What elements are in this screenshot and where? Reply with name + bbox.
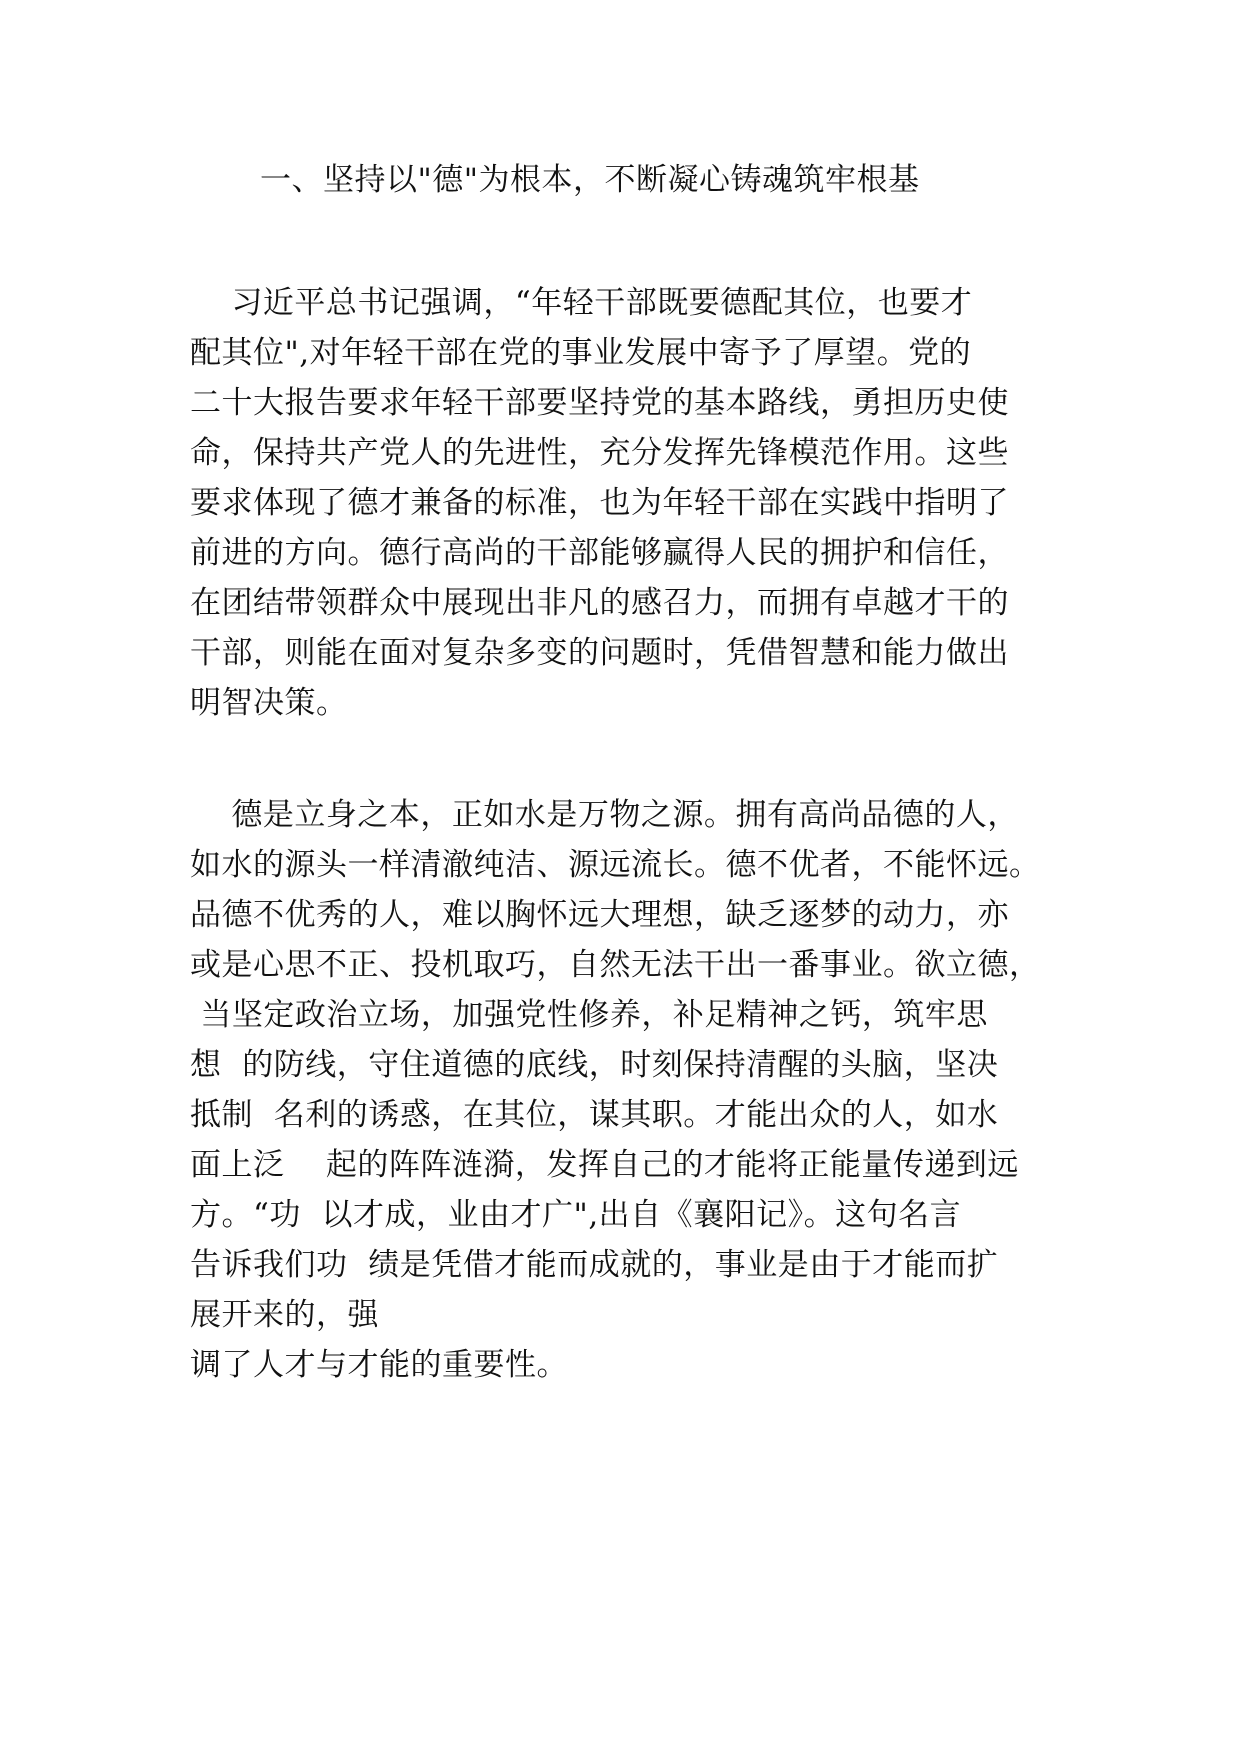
paragraph-line: 二十大报告要求年轻干部要坚持党的基本路线，勇担历史使 <box>190 385 1009 421</box>
paragraph-line: 习近平总书记强调，“年轻干部既要德配其位，也要才 <box>190 285 973 321</box>
paragraph-line: 德是立身之本，正如水是万物之源。拥有高尚品德的人， <box>190 797 1019 833</box>
section-heading: 一、坚持以"德"为根本，不断凝心铸魂筑牢根基 <box>260 162 920 198</box>
paragraph-line: 如水的源头一样清澈纯洁、源远流长。德不优者，不能怀远。 <box>190 847 1041 883</box>
paragraph-2 <box>190 790 1041 1390</box>
paragraph-line: 方。“功 以才成，业由才广",出自《襄阳记》。这句名言 <box>190 1197 962 1233</box>
paragraph-1 <box>190 278 1009 728</box>
paragraph-line: 调了人才与才能的重要性。 <box>190 1347 568 1383</box>
paragraph-line: 命，保持共产党人的先进性，充分发挥先锋模范作用。这些 <box>190 435 1009 471</box>
paragraph-line: 当坚定政治立场，加强党性修养，补足精神之钙，筑牢思 <box>190 997 988 1033</box>
paragraph-line: 面上泛 起的阵阵涟漪，发挥自己的才能将正能量传递到远 <box>190 1147 1019 1183</box>
paragraph-line: 前进的方向。德行高尚的干部能够赢得人民的拥护和信任， <box>190 535 1009 571</box>
paragraph-line: 在团结带领群众中展现出非凡的感召力，而拥有卓越才干的 <box>190 585 1009 621</box>
paragraph-line: 告诉我们功 绩是凭借才能而成就的，事业是由于才能而扩 <box>190 1247 999 1283</box>
paragraph-line: 品德不优秀的人，难以胸怀远大理想，缺乏逐梦的动力，亦 <box>190 897 1009 933</box>
paragraph-line: 抵制 名利的诱惑，在其位，谋其职。才能出众的人，如水 <box>190 1097 999 1133</box>
paragraph-line: 干部，则能在面对复杂多变的问题时，凭借智慧和能力做出 <box>190 635 1009 671</box>
paragraph-line: 展开来的，强 <box>190 1297 379 1333</box>
paragraph-line: 要求体现了德才兼备的标准，也为年轻干部在实践中指明了 <box>190 485 1009 521</box>
paragraph-line: 想 的防线，守住道德的底线，时刻保持清醒的头脑，坚决 <box>190 1047 999 1083</box>
paragraph-line: 配其位",对年轻干部在党的事业发展中寄予了厚望。党的 <box>190 335 972 371</box>
paragraph-line: 明智决策。 <box>190 685 348 721</box>
paragraph-line: 或是心思不正、投机取巧，自然无法干出一番事业。欲立德， <box>190 947 1041 983</box>
